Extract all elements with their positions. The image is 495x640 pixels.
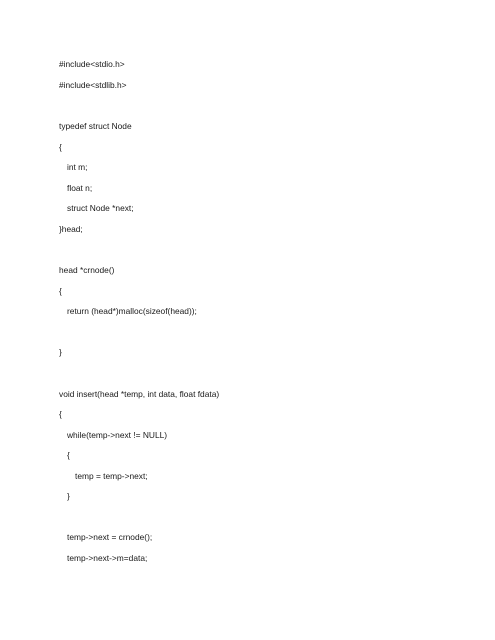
code-line: { <box>59 409 62 419</box>
code-line: temp->next->m=data; <box>67 553 148 563</box>
code-line: { <box>59 142 62 152</box>
code-line: { <box>67 450 70 460</box>
code-line: temp->next = crnode(); <box>67 532 153 542</box>
code-line: struct Node *next; <box>67 203 134 213</box>
code-line: } <box>59 347 62 357</box>
code-line: { <box>59 286 62 296</box>
code-line: temp = temp->next; <box>75 471 148 481</box>
code-line: }head; <box>59 224 83 234</box>
code-line: while(temp->next != NULL) <box>67 430 168 440</box>
code-line: return (head*)malloc(sizeof(head)); <box>67 306 197 316</box>
code-line: int m; <box>67 162 88 172</box>
code-line: #include<stdlib.h> <box>59 80 127 90</box>
code-line: float n; <box>67 183 93 193</box>
code-line: head *crnode() <box>59 265 115 275</box>
code-line: void insert(head *temp, int data, float fdata) <box>59 389 220 399</box>
code-line: #include<stdio.h> <box>59 59 125 69</box>
code-line: } <box>67 491 70 501</box>
code-line: typedef struct Node <box>59 121 132 131</box>
